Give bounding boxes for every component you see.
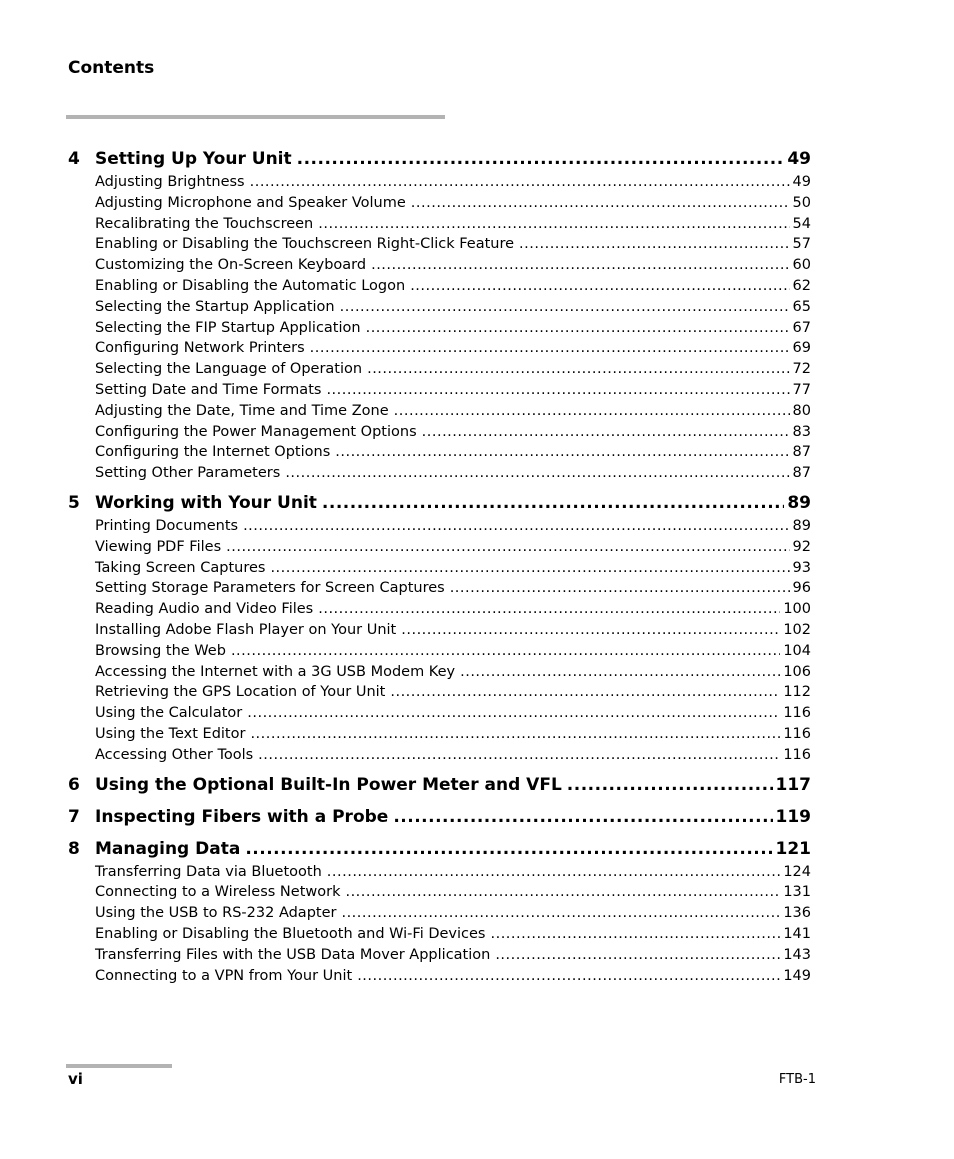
entry-title: Adjusting Brightness xyxy=(95,174,245,190)
entry-page-number: 72 xyxy=(792,361,811,378)
entry-title: Selecting the FIP Startup Application xyxy=(95,319,361,336)
toc-entry-row[interactable] xyxy=(68,599,811,620)
entry-page-number: 136 xyxy=(783,905,811,922)
toc-entry-row[interactable] xyxy=(68,297,811,318)
entry-page-number: 131 xyxy=(783,884,811,901)
dot-leader xyxy=(243,516,789,537)
toc-chapter-row[interactable] xyxy=(68,146,811,172)
chapter-page-number: 119 xyxy=(775,806,811,827)
toc-entry-row[interactable] xyxy=(68,703,811,724)
dot-leader xyxy=(394,401,790,422)
entry-page-number: 106 xyxy=(783,663,811,680)
entry-title: Reading Audio and Video Files xyxy=(95,601,314,618)
entry-page-number: 69 xyxy=(792,340,811,357)
entry-title: Connecting to a Wireless Network xyxy=(95,884,341,901)
toc-entry-row[interactable] xyxy=(68,255,811,276)
entry-page-number: 102 xyxy=(783,621,811,638)
entry-title: Transferring Files with the USB Data Mover Application xyxy=(95,946,491,963)
entry-page-number: 77 xyxy=(792,381,811,398)
toc-entry-row[interactable] xyxy=(68,558,811,579)
dot-leader xyxy=(490,924,780,945)
toc-entry-row[interactable] xyxy=(68,620,811,641)
page-header-title: Contents xyxy=(68,58,155,78)
dot-leader xyxy=(318,214,789,235)
page-number: vi xyxy=(68,1070,83,1088)
dot-leader xyxy=(340,297,790,318)
dot-leader xyxy=(401,620,780,641)
dot-leader xyxy=(250,724,780,745)
toc-entry-row[interactable] xyxy=(68,924,811,945)
entry-page-number: 67 xyxy=(792,319,811,336)
toc-chapter-row[interactable] xyxy=(68,804,811,830)
entry-page-number: 104 xyxy=(783,642,811,659)
entry-page-number: 57 xyxy=(792,236,811,253)
toc-entry-row[interactable] xyxy=(68,662,811,683)
dot-leader xyxy=(250,172,790,193)
dot-leader xyxy=(245,836,772,862)
entry-page-number: 83 xyxy=(792,423,811,440)
entry-page-number: 149 xyxy=(783,967,811,984)
entry-title: Customizing the On-Screen Keyboard xyxy=(95,257,367,274)
entry-page-number: 89 xyxy=(792,517,811,534)
dot-leader xyxy=(335,442,789,463)
table-of-contents xyxy=(68,146,811,986)
dot-leader xyxy=(357,966,780,987)
toc-entry-row[interactable] xyxy=(68,338,811,359)
toc-entry-row[interactable] xyxy=(68,682,811,703)
entry-title: Adjusting Microphone and Speaker Volume xyxy=(95,194,406,211)
dot-leader xyxy=(326,380,789,401)
entry-page-number: 92 xyxy=(792,538,811,555)
toc-entry-row[interactable] xyxy=(68,234,811,255)
entry-page-number: 49 xyxy=(792,174,811,190)
toc-entry-row[interactable] xyxy=(68,516,811,537)
entry-page-number: 141 xyxy=(783,925,811,942)
toc-entry-row[interactable] xyxy=(68,641,811,662)
header-rule xyxy=(66,115,445,119)
entry-title: Enabling or Disabling the Bluetooth and Wi-Fi Devices xyxy=(95,925,486,942)
entry-page-number: 112 xyxy=(783,684,811,701)
chapter-page-number: 49 xyxy=(787,149,811,169)
entry-title: Browsing the Web xyxy=(95,642,226,659)
dot-leader xyxy=(390,682,780,703)
chapter-title: Inspecting Fibers with a Probe xyxy=(95,806,389,827)
toc-chapter-row[interactable] xyxy=(68,490,811,516)
entry-title: Configuring Network Printers xyxy=(95,340,305,357)
dot-leader xyxy=(411,193,790,214)
dot-leader xyxy=(450,578,790,599)
toc-entry-row[interactable] xyxy=(68,537,811,558)
chapter-title: Working with Your Unit xyxy=(95,492,317,513)
toc-entry-row[interactable] xyxy=(68,578,811,599)
chapter-number: 5 xyxy=(68,492,80,513)
dot-leader xyxy=(341,903,780,924)
entry-title: Taking Screen Captures xyxy=(95,559,266,576)
dot-leader xyxy=(247,703,780,724)
toc-entry-row[interactable] xyxy=(68,945,811,966)
entry-page-number: 143 xyxy=(783,946,811,963)
entry-title: Setting Storage Parameters for Screen Captures xyxy=(95,580,445,597)
entry-title: Installing Adobe Flash Player on Your Unit xyxy=(95,621,397,638)
entry-title: Adjusting the Date, Time and Time Zone xyxy=(95,402,389,419)
chapter-title: Setting Up Your Unit xyxy=(95,149,292,169)
entry-title: Using the Calculator xyxy=(95,705,243,722)
chapter-number: 7 xyxy=(68,806,80,827)
dot-leader xyxy=(226,537,789,558)
toc-entry-row[interactable] xyxy=(68,463,811,484)
toc-entry-row[interactable] xyxy=(68,172,811,193)
entry-page-number: 96 xyxy=(792,580,811,597)
toc-chapter-row[interactable] xyxy=(68,772,811,798)
toc-entry-row[interactable] xyxy=(68,882,811,903)
dot-leader xyxy=(310,338,790,359)
entry-title: Selecting the Startup Application xyxy=(95,298,335,315)
dot-leader xyxy=(422,422,790,443)
entry-title: Configuring the Power Management Options xyxy=(95,423,417,440)
toc-entry-row[interactable] xyxy=(68,318,811,339)
dot-leader xyxy=(519,234,790,255)
entry-title: Selecting the Language of Operation xyxy=(95,361,363,378)
entry-page-number: 116 xyxy=(783,725,811,742)
entry-page-number: 50 xyxy=(792,194,811,211)
dot-leader xyxy=(410,276,789,297)
dot-leader xyxy=(270,558,789,579)
dot-leader xyxy=(460,662,780,683)
entry-page-number: 65 xyxy=(792,298,811,315)
entry-page-number: 87 xyxy=(792,465,811,482)
chapter-page-number: 89 xyxy=(787,492,811,513)
entry-title: Retrieving the GPS Location of Your Unit xyxy=(95,684,386,701)
dot-leader xyxy=(322,490,784,516)
entry-title: Viewing PDF Files xyxy=(95,538,222,555)
toc-entry-row[interactable] xyxy=(68,745,811,766)
entry-title: Recalibrating the Touchscreen xyxy=(95,215,314,232)
chapter-page-number: 121 xyxy=(775,838,811,859)
entry-title: Using the USB to RS-232 Adapter xyxy=(95,905,337,922)
entry-page-number: 116 xyxy=(783,746,811,763)
entry-title: Enabling or Disabling the Touchscreen Right-Click Feature xyxy=(95,236,515,253)
footer-rule xyxy=(66,1064,172,1068)
entry-title: Configuring the Internet Options xyxy=(95,444,331,461)
toc-entry-row[interactable] xyxy=(68,401,811,422)
toc-chapter-row[interactable] xyxy=(68,836,811,862)
dot-leader xyxy=(258,745,780,766)
dot-leader xyxy=(567,772,773,798)
entry-page-number: 93 xyxy=(792,559,811,576)
dot-leader xyxy=(371,255,789,276)
toc-entry-row[interactable] xyxy=(68,903,811,924)
dot-leader xyxy=(327,862,781,883)
entry-title: Accessing the Internet with a 3G USB Modem Key xyxy=(95,663,456,680)
entry-title: Accessing Other Tools xyxy=(95,746,254,763)
entry-title: Setting Date and Time Formats xyxy=(95,381,322,398)
chapter-title: Managing Data xyxy=(95,838,241,859)
toc-entry-row[interactable] xyxy=(68,193,811,214)
dot-leader xyxy=(345,882,780,903)
entry-title: Connecting to a VPN from Your Unit xyxy=(95,967,353,984)
toc-entry-row[interactable] xyxy=(68,966,811,987)
entry-title: Enabling or Disabling the Automatic Logon xyxy=(95,277,406,294)
dot-leader xyxy=(231,641,780,662)
toc-entry-row[interactable] xyxy=(68,862,811,883)
toc-entry-row[interactable] xyxy=(68,214,811,235)
toc-entry-row[interactable] xyxy=(68,422,811,443)
dot-leader xyxy=(366,318,790,339)
dot-leader xyxy=(318,599,780,620)
dot-leader xyxy=(367,359,789,380)
chapter-page-number: 117 xyxy=(775,774,811,795)
toc-entry-row[interactable] xyxy=(68,442,811,463)
toc-entry-row[interactable] xyxy=(68,359,811,380)
dot-leader xyxy=(393,804,772,830)
toc-entry-row[interactable] xyxy=(68,380,811,401)
entry-page-number: 54 xyxy=(792,215,811,232)
dot-leader xyxy=(285,463,789,484)
entry-page-number: 80 xyxy=(792,402,811,419)
document-id: FTB-1 xyxy=(778,1072,816,1087)
entry-page-number: 100 xyxy=(783,601,811,618)
chapter-number: 4 xyxy=(68,149,80,169)
entry-page-number: 124 xyxy=(783,863,811,880)
entry-page-number: 62 xyxy=(792,277,811,294)
toc-entry-row[interactable] xyxy=(68,276,811,297)
chapter-title: Using the Optional Built-In Power Meter and VFL xyxy=(95,774,562,795)
entry-page-number: 60 xyxy=(792,257,811,274)
entry-page-number: 116 xyxy=(783,705,811,722)
chapter-number: 6 xyxy=(68,774,80,795)
chapter-number: 8 xyxy=(68,838,80,859)
entry-page-number: 87 xyxy=(792,444,811,461)
dot-leader xyxy=(495,945,780,966)
toc-entry-row[interactable] xyxy=(68,724,811,745)
entry-title: Using the Text Editor xyxy=(95,725,246,742)
entry-title: Printing Documents xyxy=(95,517,239,534)
entry-title: Transferring Data via Bluetooth xyxy=(95,863,322,880)
dot-leader xyxy=(297,146,785,172)
entry-title: Setting Other Parameters xyxy=(95,465,281,482)
